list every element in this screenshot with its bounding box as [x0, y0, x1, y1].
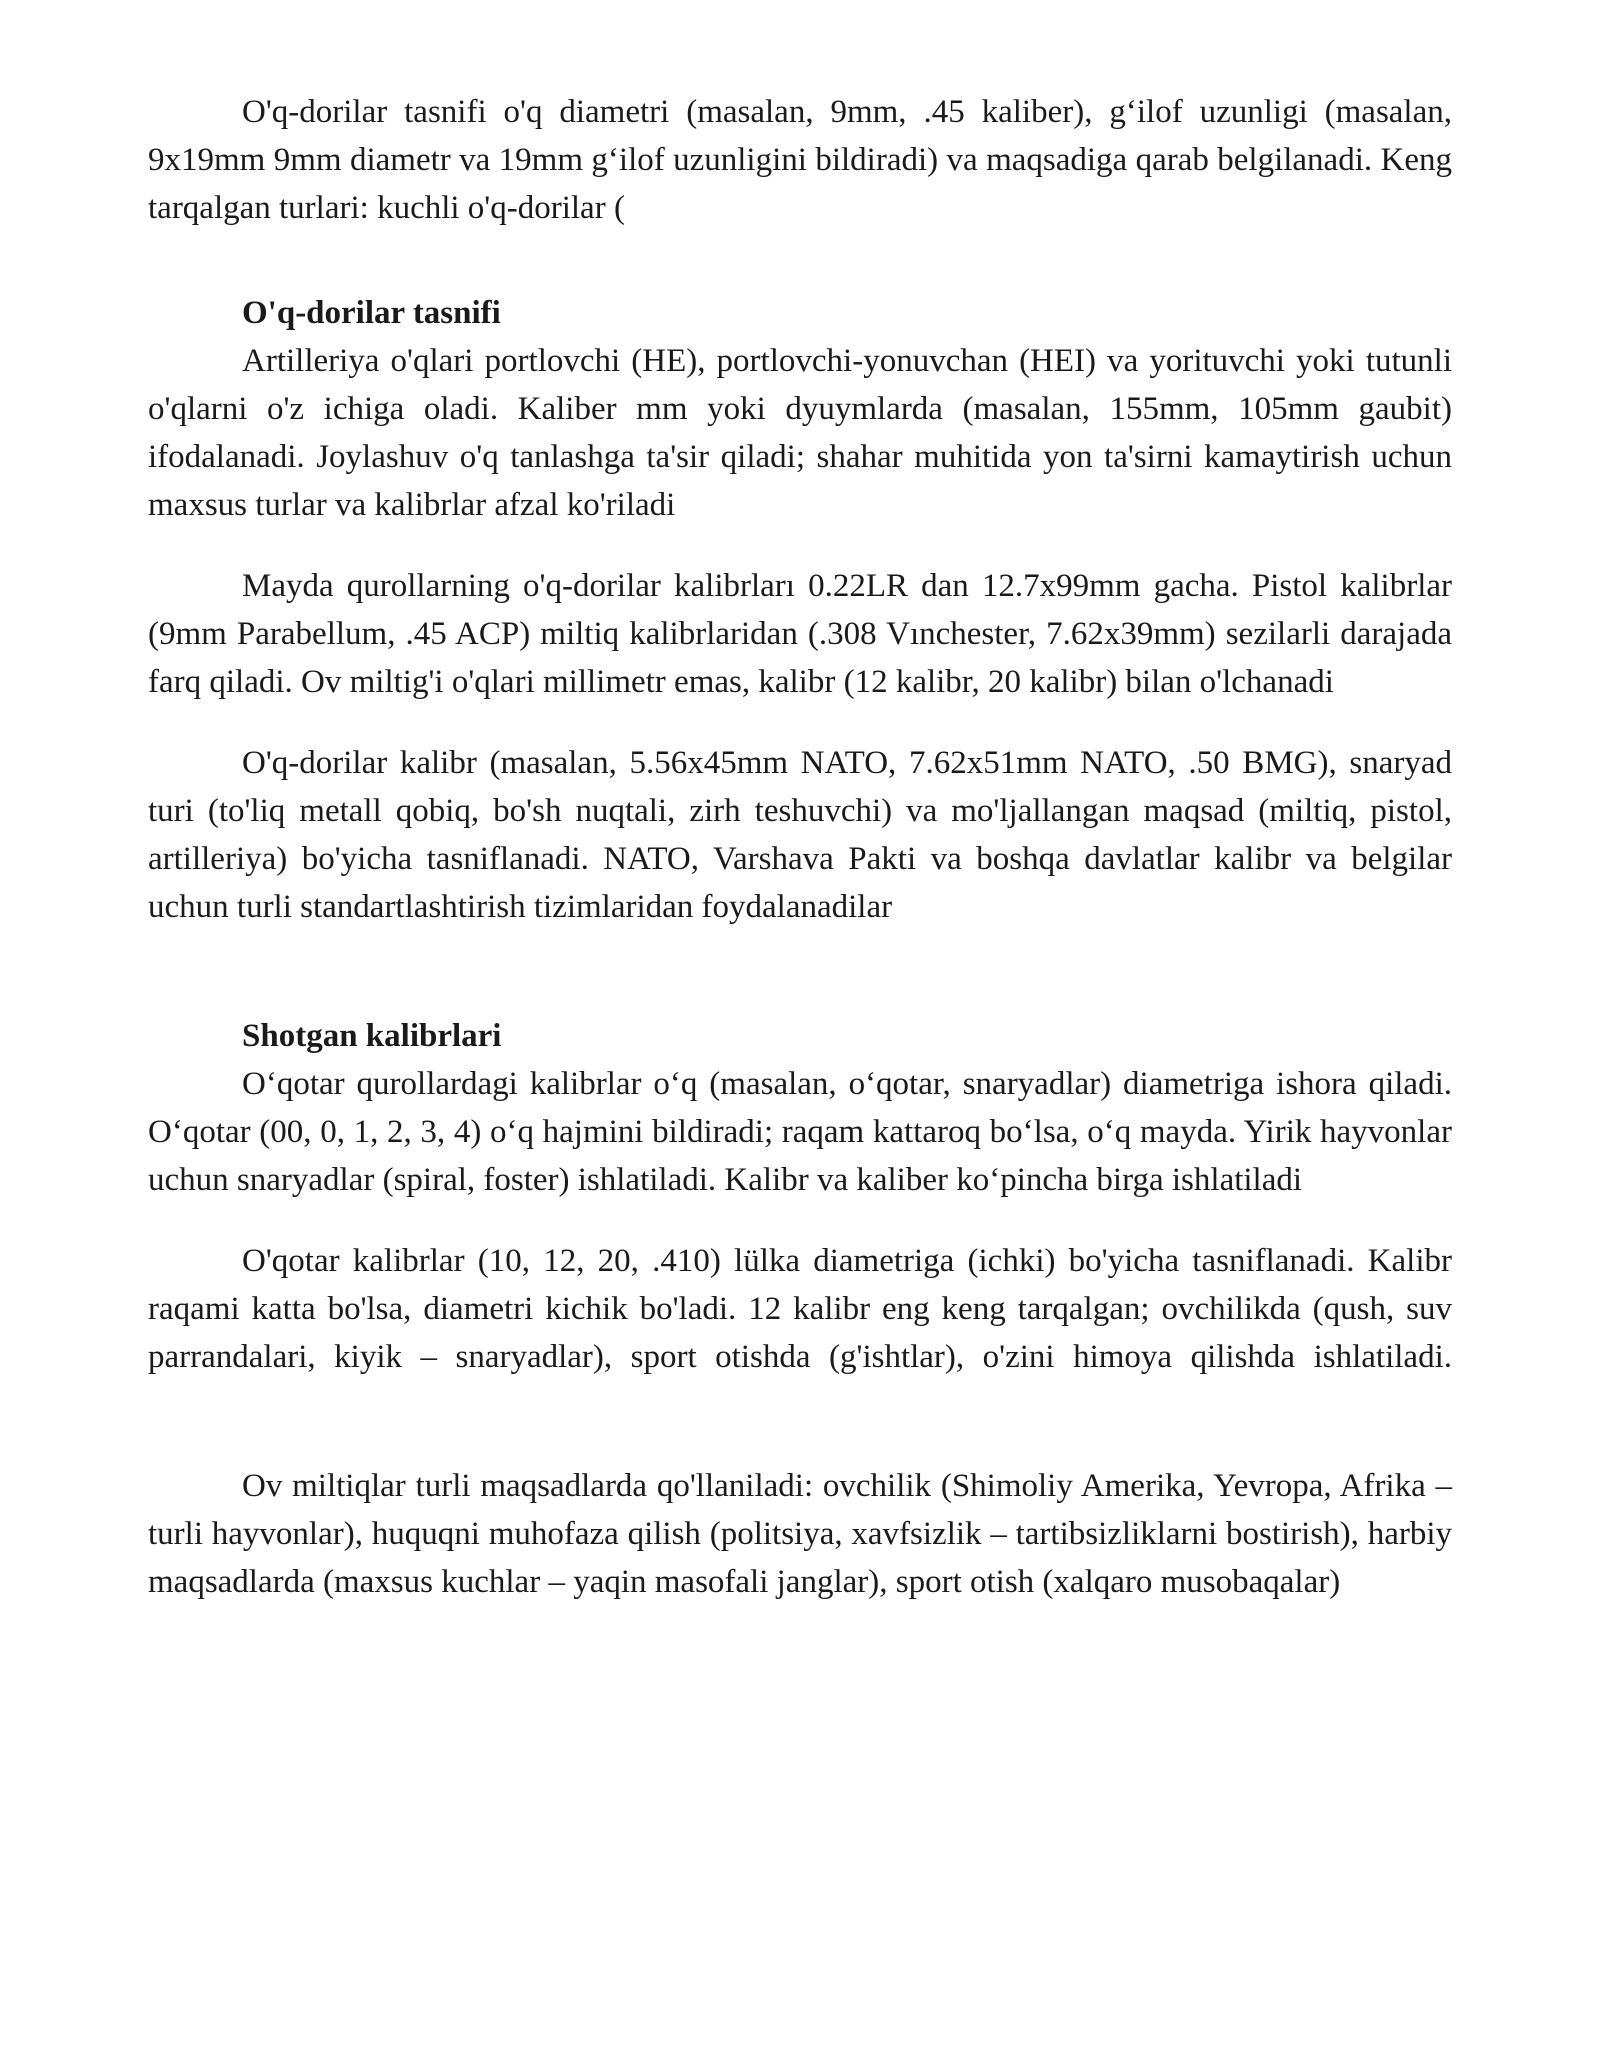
paragraph-gauges: O'qotar kalibrlar (10, 12, 20, .410) lülka diametriga (ichki) bo'yicha tasniflanadi. Kalibr raqami katta bo'lsa, diametri kichik bo'ladi. 12 kalibr eng keng tarqalgan; ovchilikda (qush, suv parrandalari, kiyik – snaryadlar), sport otishda (g'ishtlar), o'zini himoya qilishda ishlatiladi.	[148, 1243, 1452, 1375]
heading-shotgun-calibers: Shotgan kalibrlari	[242, 1018, 502, 1054]
document-page	[148, 88, 1452, 1606]
paragraph-shot-sizes: Oʻqotar qurollardagi kalibrlar oʻq (masalan, oʻqotar, snaryadlar) diametriga ishora qiladi. Oʻqotar (00, 0, 1, 2, 3, 4) oʻq hajmini bildiradi; raqam kattaroq boʻlsa, oʻq mayda. Yirik hayvonlar uchun snaryadlar (spiral, foster) ishlatiladi. Kalibr va kaliber koʻpincha birga ishlatiladi	[148, 1066, 1452, 1198]
paragraph-shotgun-uses: Ov miltiqlar turli maqsadlarda qo'llaniladi: ovchilik (Shimoliy Amerika, Yevropa, Afrika – turli hayvonlar), huquqni muhofaza qilish (politsiya, xavfsizlik – tartibsizliklarni bostirish), harbiy maqsadlarda (maxsus kuchlar – yaqin masofali janglar), sport otish (xalqaro musobaqalar)	[148, 1468, 1452, 1600]
paragraph-ammo-classification-intro: O'q-dorilar tasnifi o'q diametri (masalan, 9mm, .45 kaliber), gʻilof uzunligi (masalan, 9x19mm 9mm diametr va 19mm gʻilof uzunligini bildiradi) va maqsadiga qarab belgilanadi. Keng tarqalgan turlari: kuchli o'q-dorilar (	[148, 94, 1452, 226]
paragraph-small-arms: Mayda qurollarning o'q-dorilar kalibrları 0.22LR dan 12.7x99mm gacha. Pistol kalibrlar (9mm Parabellum, .45 ACP) miltiq kalibrlaridan (.308 Vınchester, 7.62x39mm) sezilarli darajada farq qiladi. Ov miltig'i o'qlari millimetr emas, kalibr (12 kalibr, 20 kalibr) bilan o'lchanadi	[148, 568, 1452, 700]
paragraph-artillery: Artilleriya o'qlari portlovchi (HE), portlovchi-yonuvchan (HEI) va yorituvchi yoki tutunli o'qlarni o'z ichiga oladi. Kaliber mm yoki dyuymlarda (masalan, 155mm, 105mm gaubit) ifodalanadi. Joylashuv o'q tanlashga ta'sir qiladi; shahar muhitida yon ta'sirni kamaytirish uchun maxsus turlar va kalibrlar afzal ko'riladi	[148, 343, 1452, 523]
paragraph-calibers-nato: O'q-dorilar kalibr (masalan, 5.56x45mm NATO, 7.62x51mm NATO, .50 BMG), snaryad turi (to'liq metall qobiq, bo'sh nuqtali, zirh teshuvchi) va mo'ljallangan maqsad (miltiq, pistol, artilleriya) bo'yicha tasniflanadi. NATO, Varshava Pakti va boshqa davlatlar kalibr va belgilar uchun turli standartlashtirish tizimlaridan foydalanadilar	[148, 745, 1452, 925]
heading-ammo-classification: O'q-dorilar tasnifi	[242, 295, 501, 331]
